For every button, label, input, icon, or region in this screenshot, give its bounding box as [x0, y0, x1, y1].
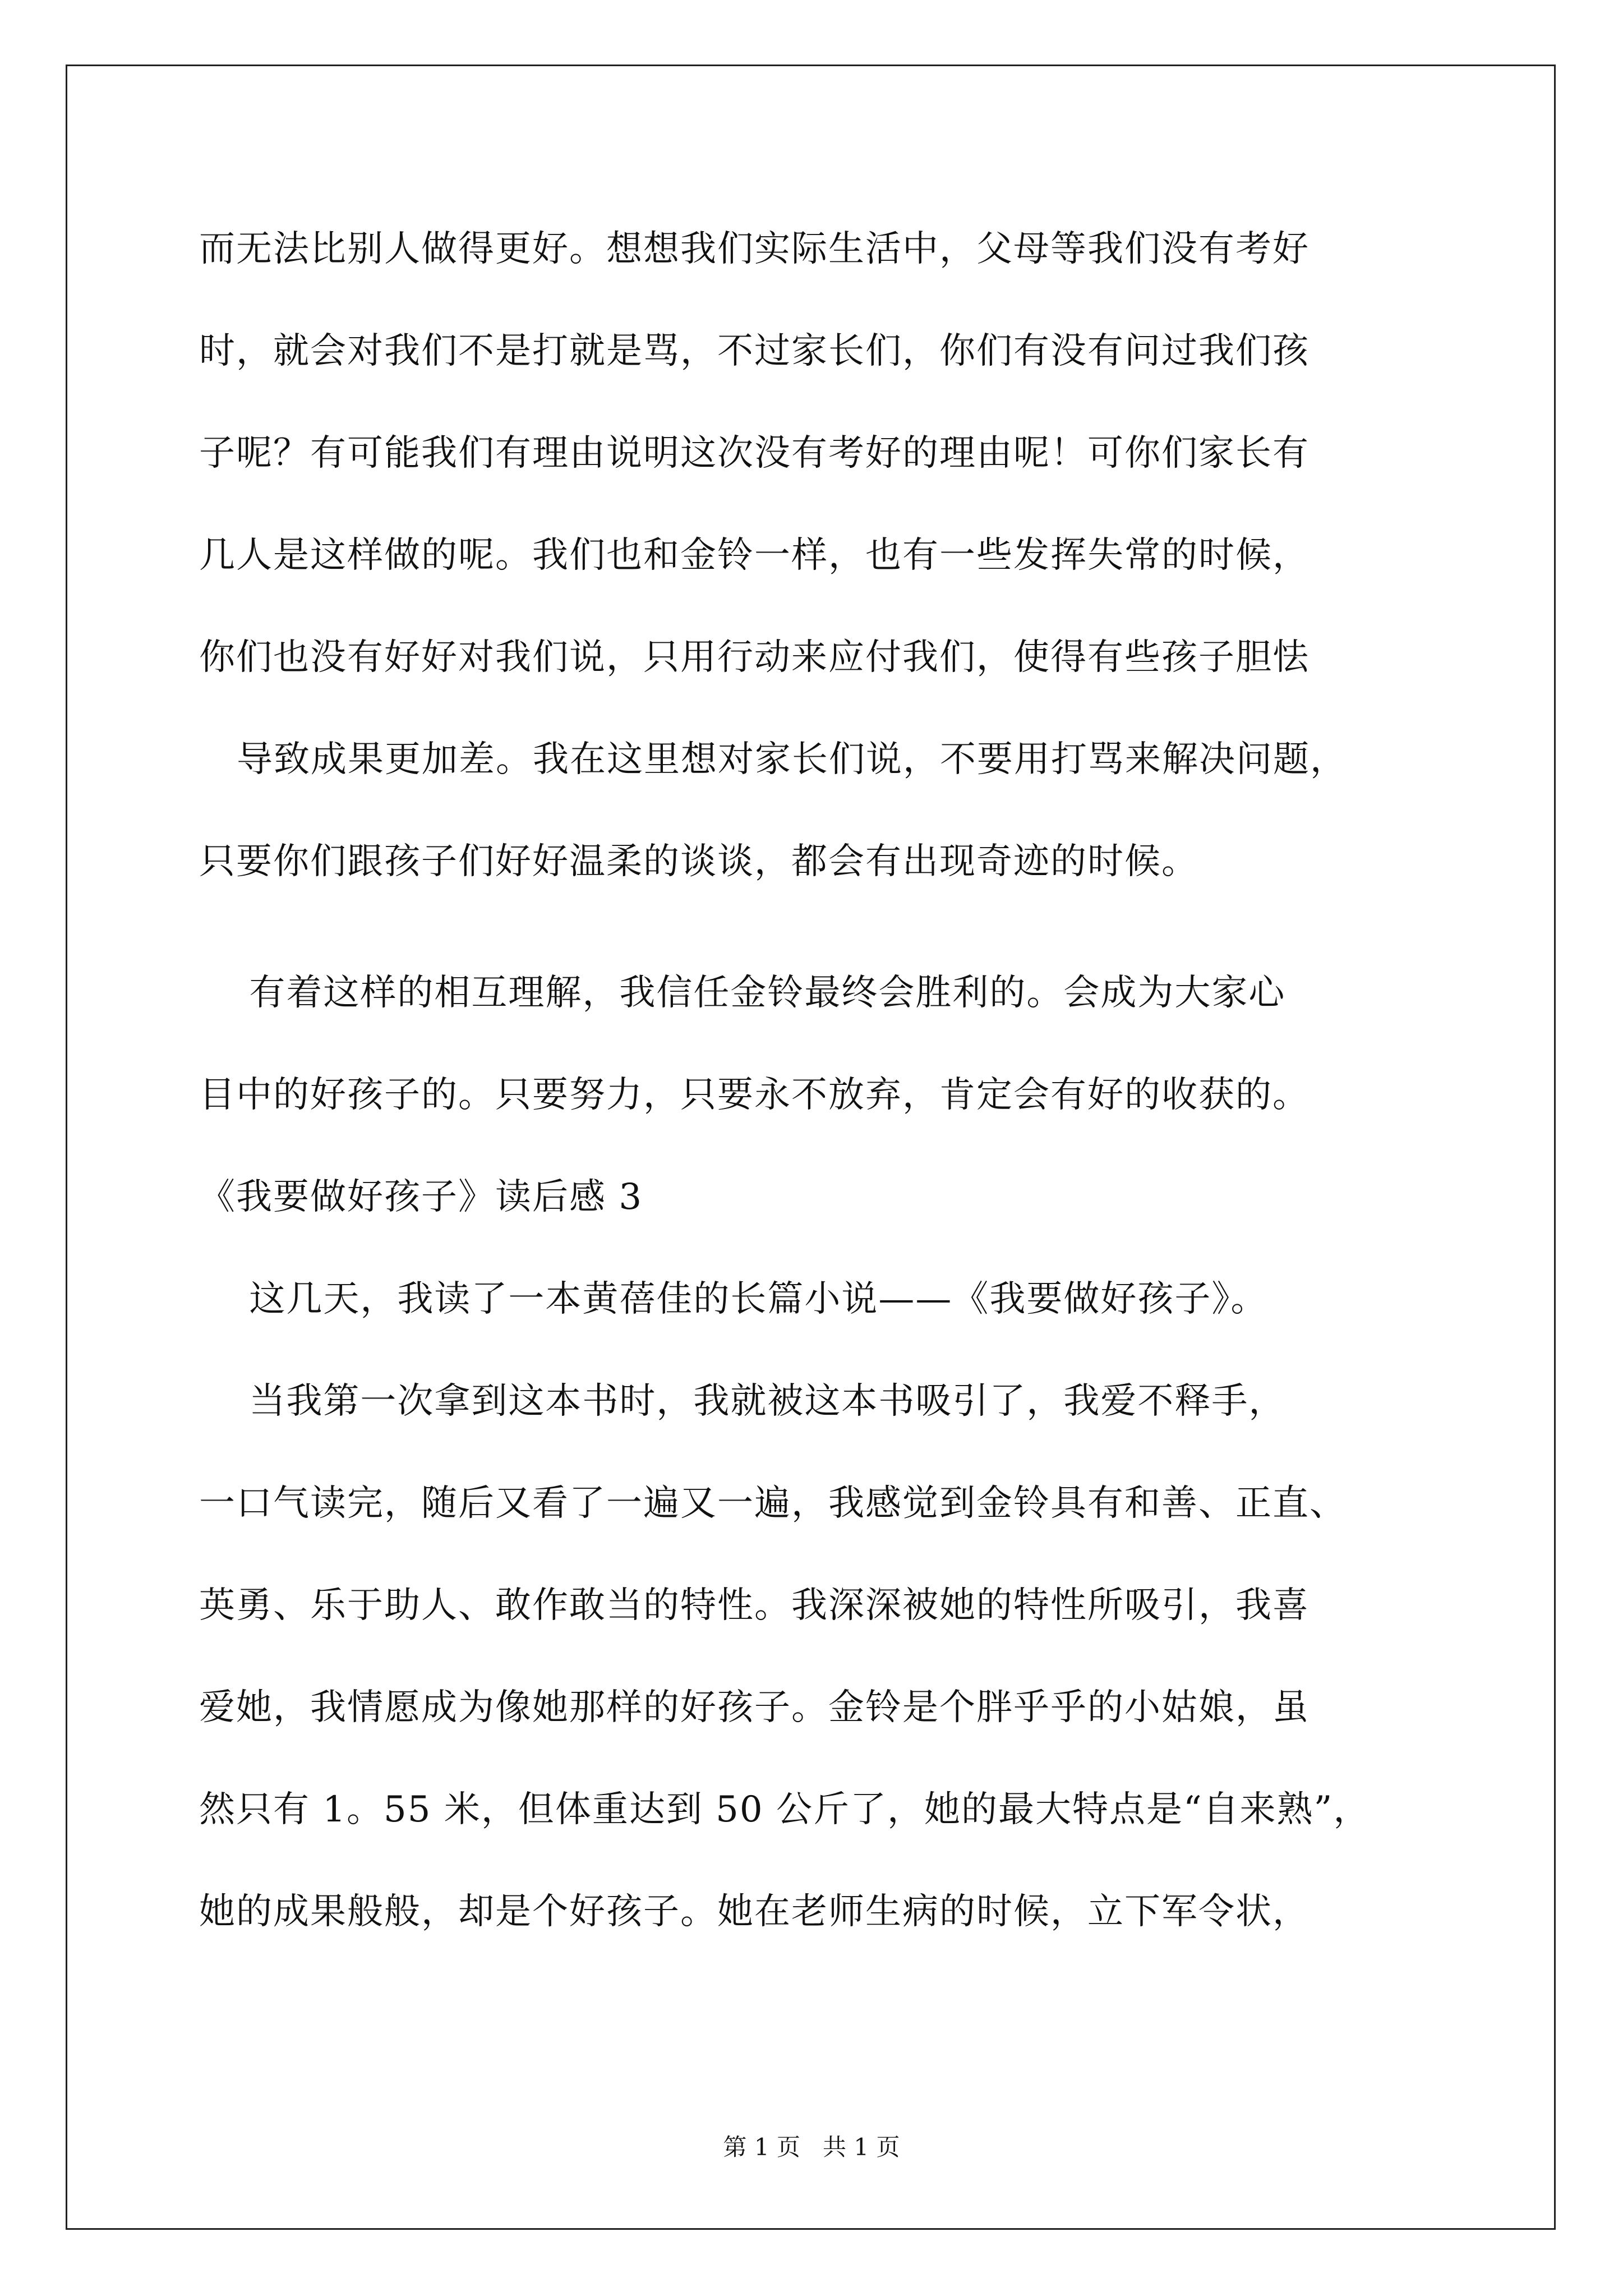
- text-line: 英勇、乐于助人、敢作敢当的特性。我深深被她的特性所吸引，我喜: [199, 1585, 1310, 1626]
- text-line: 一口气读完，随后又看了一遍又一遍，我感觉到金铃具有和善、正直、: [199, 1483, 1347, 1524]
- text-line: 这几天，我读了一本黄蓓佳的长篇小说——《我要做好孩子》。: [199, 1278, 1268, 1320]
- text-line: 你们也没有好好对我们说，只用行动来应付我们，使得有些孩子胆怯: [199, 637, 1310, 678]
- text-line: 有着这样的相互理解，我信任金铃最终会胜利的。会成为大家心: [199, 972, 1286, 1014]
- text-line: 爱她，我情愿成为像她那样的好孩子。金铃是个胖乎乎的小姑娘，虽: [199, 1687, 1310, 1728]
- text-line: 时，就会对我们不是打就是骂，不过家长们，你们有没有问过我们孩: [199, 330, 1310, 372]
- page-footer: 第 1 页 共 1 页: [723, 2133, 900, 2161]
- text-line: 导致成果更加差。我在这里想对家长们说，不要用打骂来解决问题，: [199, 739, 1348, 780]
- text-line: 几人是这样做的呢。我们也和金铃一样，也有一些发挥失常的时候，: [199, 535, 1310, 576]
- text-line: 当我第一次拿到这本书时，我就被这本书吸引了，我爱不释手，: [199, 1381, 1286, 1422]
- text-line: 只要你们跟孩子们好好温柔的谈谈，都会有出现奇迹的时候。: [199, 841, 1198, 882]
- text-line: 子呢？有可能我们有理由说明这次没有考好的理由呢！可你们家长有: [199, 432, 1310, 474]
- text-line: 然只有 1。55 米，但体重达到 50 公斤了，她的最大特点是“自来熟”，: [199, 1789, 1371, 1830]
- section-heading: 《我要做好孩子》读后感 3: [199, 1176, 643, 1218]
- text-line: 而无法比别人做得更好。想想我们实际生活中，父母等我们没有考好: [199, 228, 1310, 270]
- text-line: 她的成果般般，却是个好孩子。她在老师生病的时候，立下军令状，: [199, 1891, 1310, 1932]
- text-line: 目中的好孩子的。只要努力，只要永不放弃，肯定会有好的收获的。: [199, 1074, 1310, 1116]
